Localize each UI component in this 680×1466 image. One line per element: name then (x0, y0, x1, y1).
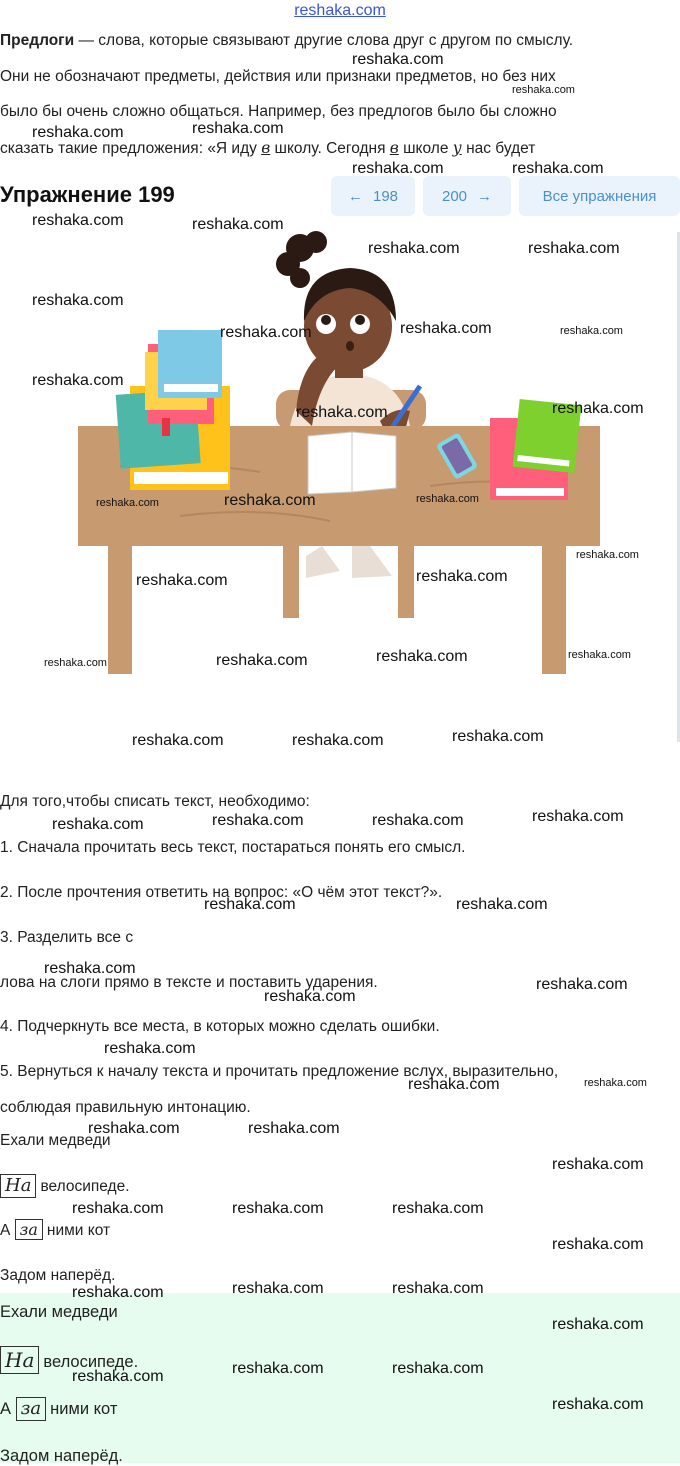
watermark: reshaka.com (44, 960, 136, 977)
all-exercises-label: Все упражнения (542, 187, 657, 205)
watermark: reshaka.com (576, 549, 639, 561)
watermark: reshaka.com (368, 240, 460, 257)
watermark: reshaka.com (232, 1280, 324, 1297)
answer-line-3 (0, 1396, 117, 1422)
watermark: reshaka.com (376, 648, 468, 665)
watermark: reshaka.com (104, 1040, 196, 1057)
next-exercise-label: 200 (441, 187, 468, 205)
watermark: reshaka.com (392, 1280, 484, 1297)
poem-line-3-pre: А (0, 1222, 11, 1239)
answer-line-3-text: ними кот (50, 1400, 118, 1418)
next-exercise-button[interactable] (423, 176, 511, 216)
preposition-box-za: за (15, 1219, 43, 1240)
watermark: reshaka.com (416, 568, 508, 585)
poem-line-4: Задом наперёд. (0, 1267, 116, 1284)
watermark: reshaka.com (512, 160, 604, 177)
watermark: reshaka.com (264, 988, 356, 1005)
watermark: reshaka.com (72, 1284, 164, 1301)
watermark: reshaka.com (88, 1120, 180, 1137)
watermark: reshaka.com (372, 812, 464, 829)
answer-preposition-box-za: за (16, 1397, 47, 1421)
watermark: reshaka.com (552, 1236, 644, 1253)
watermark: reshaka.com (72, 1368, 164, 1385)
instruction-step-4: 4. Подчеркнуть все места, в которых можно сделать ошибки. (0, 1018, 440, 1035)
intro-line-2: Они не обозначают предметы, действия или признаки предметов, но без них (0, 68, 556, 85)
watermark: reshaka.com (132, 732, 224, 749)
watermark: reshaka.com (96, 497, 159, 509)
poem-line-2 (0, 1174, 130, 1199)
watermark: reshaka.com (528, 240, 620, 257)
answer-preposition-box-na: На (0, 1346, 39, 1374)
intro-line-4-a: сказать такие предложения: «Я иду (0, 140, 262, 157)
arrow-left-icon: ← (347, 187, 363, 205)
watermark: reshaka.com (292, 732, 384, 749)
answer-line-1: Ехали медведи (0, 1303, 118, 1321)
preposition-u: у (452, 139, 462, 157)
watermark: reshaka.com (44, 657, 107, 669)
watermark: reshaka.com (512, 84, 575, 96)
watermark: reshaka.com (296, 404, 388, 421)
watermark: reshaka.com (220, 324, 312, 341)
watermark: reshaka.com (216, 652, 308, 669)
poem-line-2-text: велосипеде. (40, 1178, 130, 1195)
watermark: reshaka.com (32, 212, 124, 229)
watermark: reshaka.com (392, 1360, 484, 1377)
watermark: reshaka.com (400, 320, 492, 337)
watermark: reshaka.com (552, 1396, 644, 1413)
poem-line-1: Ехали медведи (0, 1132, 111, 1149)
watermark: reshaka.com (192, 216, 284, 233)
answer-line-3-pre: А (0, 1400, 12, 1418)
watermark: reshaka.com (136, 572, 228, 589)
prev-exercise-button[interactable] (331, 176, 415, 216)
watermark: reshaka.com (532, 808, 624, 825)
watermark: reshaka.com (352, 51, 444, 68)
intro-term: Предлоги (0, 32, 75, 49)
watermark: reshaka.com (416, 493, 479, 505)
instruction-step-3b: лова на слоги прямо в тексте и поставить ударения. (0, 974, 378, 991)
instruction-step-5a: 5. Вернуться к началу текста и прочитать предложение вслух, выразительно, (0, 1063, 559, 1080)
arrow-right-icon: → (477, 187, 493, 205)
site-link[interactable]: reshaka.com (294, 2, 386, 19)
watermark: reshaka.com (52, 816, 144, 833)
watermark: reshaka.com (456, 896, 548, 913)
watermark: reshaka.com (72, 1200, 164, 1217)
watermark: reshaka.com (408, 1076, 500, 1093)
all-exercises-button[interactable] (519, 176, 680, 216)
watermark: reshaka.com (352, 160, 444, 177)
preposition-box-na: На (0, 1174, 36, 1198)
poem-line-3 (0, 1219, 110, 1243)
watermark: reshaka.com (212, 812, 304, 829)
watermark: reshaka.com (32, 372, 124, 389)
instruction-step-2: 2. После прочтения ответить на вопрос: «О чём этот текст?». (0, 884, 443, 901)
watermark: reshaka.com (392, 1200, 484, 1217)
poem-line-3-text: ними кот (46, 1222, 111, 1239)
watermark: reshaka.com (192, 120, 284, 137)
intro-line-3: было бы очень сложно общаться. Например, без предлогов было бы сложно (0, 103, 557, 120)
intro-line-4-b: школу. Сегодня (270, 140, 390, 157)
watermark: reshaka.com (232, 1200, 324, 1217)
answer-line-2-text: велосипеде. (43, 1353, 139, 1371)
watermark: reshaka.com (560, 325, 623, 337)
preposition-v-1: в (261, 139, 271, 157)
watermark: reshaka.com (552, 1316, 644, 1333)
watermark: reshaka.com (552, 400, 644, 417)
watermark: reshaka.com (224, 492, 316, 509)
watermark: reshaka.com (552, 1156, 644, 1173)
instruction-step-3a: 3. Разделить все с (0, 929, 134, 946)
intro-line-1 (0, 31, 573, 51)
watermark: reshaka.com (536, 976, 628, 993)
watermark: reshaka.com (568, 649, 631, 661)
instruction-step-5b: соблюдая правильную интонацию. (0, 1099, 251, 1116)
instructions-heading: Для того,чтобы списать текст, необходимо: (0, 793, 310, 810)
instruction-step-1: 1. Сначала прочитать весь текст, постараться понять его смысл. (0, 839, 466, 856)
prev-exercise-label: 198 (372, 187, 399, 205)
intro-line-1-rest: — слова, которые связывают другие слова друг с другом по смыслу. (74, 32, 574, 49)
answer-line-4: Задом наперёд. (0, 1447, 123, 1465)
intro-line-4-c: школе (398, 140, 453, 157)
preposition-v-2: в (389, 139, 399, 157)
watermark: reshaka.com (248, 1120, 340, 1137)
watermark: reshaka.com (32, 292, 124, 309)
watermark: reshaka.com (584, 1077, 647, 1089)
exercise-title: Упражнение 199 (0, 182, 175, 207)
watermark: reshaka.com (32, 124, 124, 141)
watermark: reshaka.com (204, 896, 296, 913)
intro-line-4-d: нас будет (461, 140, 536, 157)
watermark: reshaka.com (232, 1360, 324, 1377)
watermark: reshaka.com (452, 728, 544, 745)
